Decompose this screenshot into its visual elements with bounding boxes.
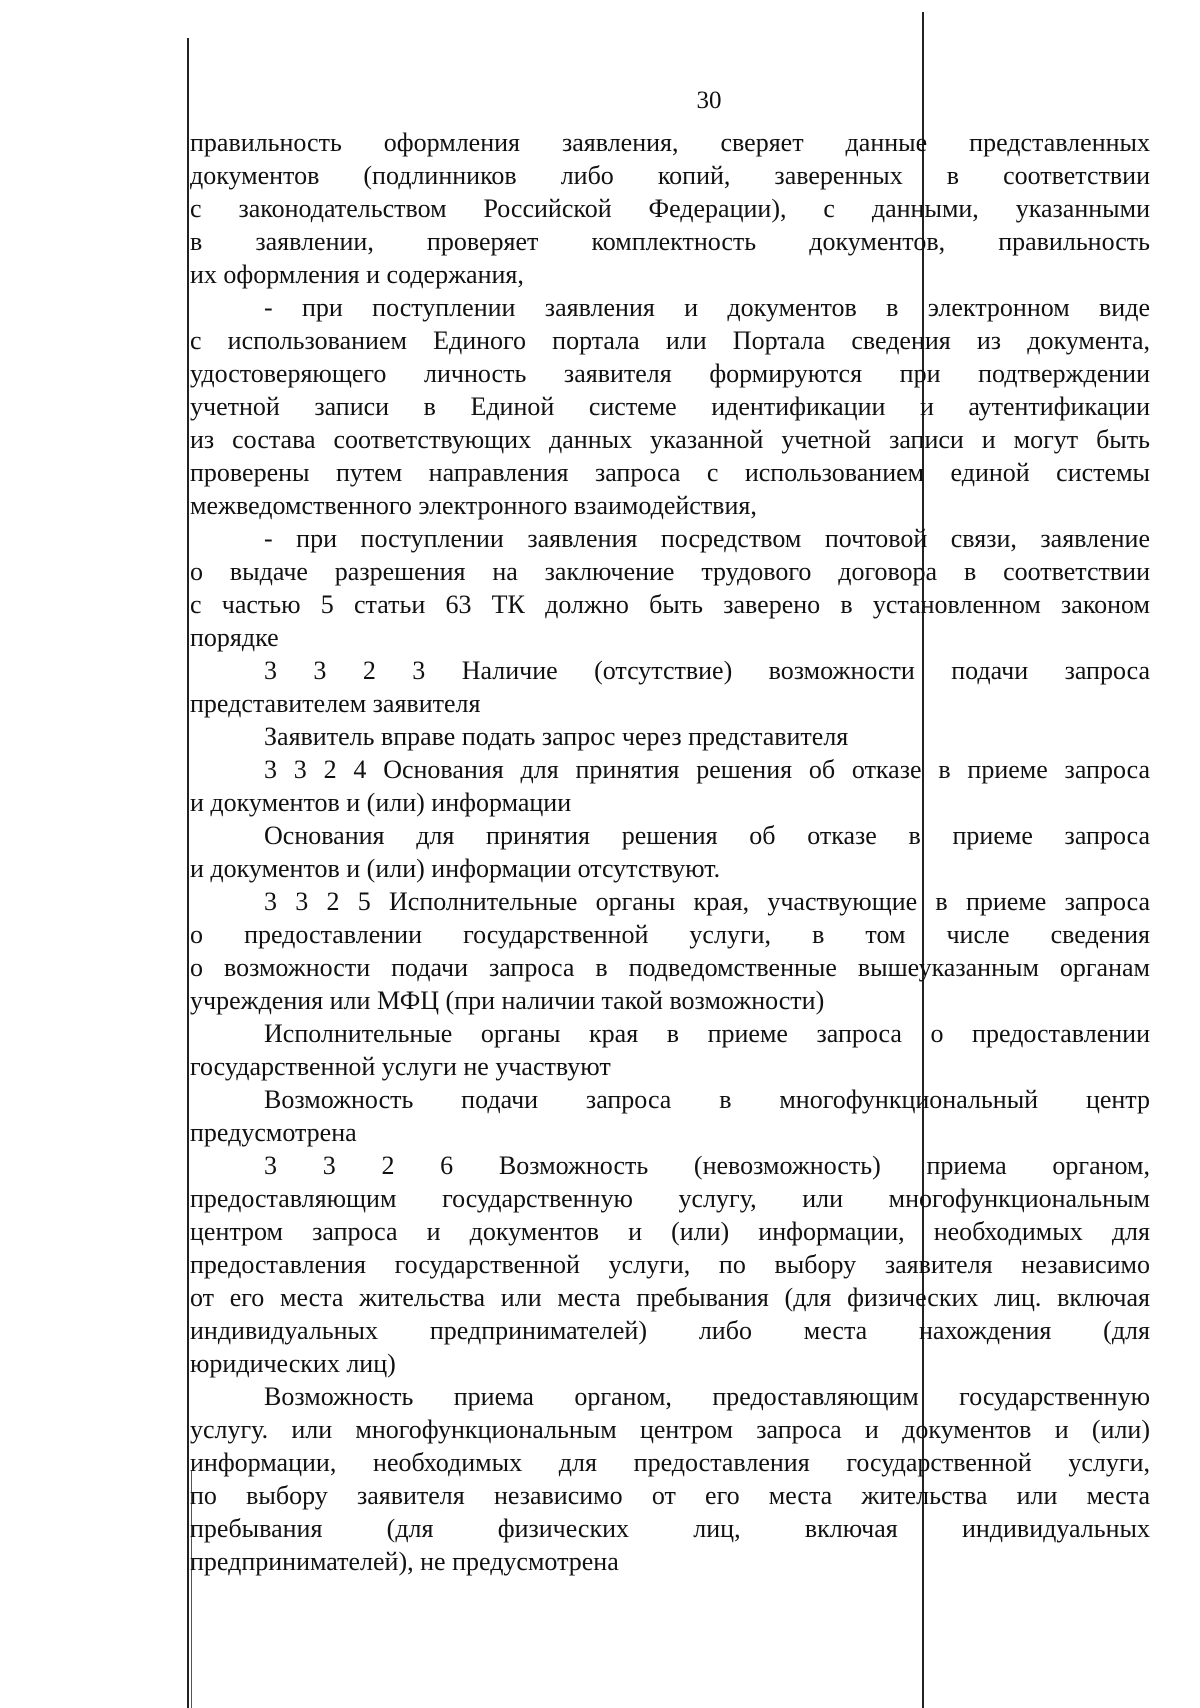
text-line: с законодательством Российской Федерации), с данными, указанными	[190, 194, 1150, 223]
text-line: и документов и (или) информации	[190, 788, 572, 817]
text-line: - при поступлении заявления и документов в электронном виде	[264, 293, 1150, 322]
text-line: проверены путем направления запроса с использованием единой системы	[190, 458, 1150, 487]
text-line: межведомственного электронного взаимодействия,	[190, 491, 757, 520]
text-line: юридических лиц)	[190, 1349, 396, 1378]
text-line: Возможность приема органом, предоставляющим государственную	[264, 1382, 1150, 1411]
text-line: Заявитель вправе подать запрос через представителя	[264, 722, 849, 751]
text-line: услугу. или многофункциональным центром запроса и документов и (или)	[190, 1415, 1150, 1444]
text-line: Основания для принятия решения об отказе в приеме запроса	[264, 821, 1150, 850]
text-line: в заявлении, проверяет комплектность документов, правильность	[190, 227, 1150, 256]
text-line: их оформления и содержания,	[190, 260, 524, 289]
text-line: 3 3 2 5 Исполнительные органы края, участвующие в приеме запроса	[264, 887, 1150, 916]
text-line: информации, необходимых для предоставления государственной услуги,	[190, 1448, 1150, 1477]
page-number: 30	[696, 87, 722, 114]
text-line: 3 3 2 6 Возможность (невозможность) приема органом,	[264, 1151, 1150, 1180]
text-line: из состава соответствующих данных указанной учетной записи и могут быть	[190, 425, 1150, 454]
text-line: Исполнительные органы края в приеме запроса о предоставлении	[264, 1019, 1150, 1048]
text-line: учреждения или МФЦ (при наличии такой возможности)	[190, 986, 825, 1015]
text-line: предоставляющим государственную услугу, или многофункциональным	[190, 1184, 1150, 1213]
text-line: предпринимателей), не предусмотрена	[190, 1547, 619, 1576]
text-line: государственной услуги не участвуют	[190, 1052, 611, 1081]
text-line: от его места жительства или места пребывания (для физических лиц. включая	[190, 1283, 1150, 1312]
scan-edge-left	[187, 38, 189, 1708]
text-line: порядке	[190, 623, 279, 652]
text-line: о возможности подачи запроса в подведомственные вышеуказанным органам	[190, 953, 1150, 982]
text-line: о предоставлении государственной услуги, в том числе сведения	[190, 920, 1150, 949]
text-line: предусмотрена	[190, 1118, 357, 1147]
text-line: центром запроса и документов и (или) информации, необходимых для	[190, 1217, 1150, 1246]
text-line: документов (подлинников либо копий, заверенных в соответствии	[190, 161, 1150, 190]
text-line: с использованием Единого портала или Портала сведения из документа,	[190, 326, 1150, 355]
text-line: предоставления государственной услуги, по выбору заявителя независимо	[190, 1250, 1150, 1279]
text-line: - при поступлении заявления посредством почтовой связи, заявление	[264, 524, 1150, 553]
text-line: Возможность подачи запроса в многофункциональный центр	[264, 1085, 1150, 1114]
text-line: индивидуальных предпринимателей) либо места нахождения (для	[190, 1316, 1150, 1345]
text-line: правильность оформления заявления, сверяет данные представленных	[190, 128, 1150, 157]
text-line: по выбору заявителя независимо от его места жительства или места	[190, 1481, 1150, 1510]
document-body	[190, 126, 1150, 1578]
text-line: и документов и (или) информации отсутствуют.	[190, 854, 721, 883]
text-line: учетной записи в Единой системе идентификации и аутентификации	[190, 392, 1150, 421]
text-line: с частью 5 статьи 63 ТК должно быть заверено в установленном законом	[190, 590, 1150, 619]
text-line: удостоверяющего личность заявителя формируются при подтверждении	[190, 359, 1150, 388]
text-line: о выдаче разрешения на заключение трудового договора в соответствии	[190, 557, 1150, 586]
text-line: 3 3 2 3 Наличие (отсутствие) возможности подачи запроса	[264, 656, 1150, 685]
text-line: 3 3 2 4 Основания для принятия решения об отказе в приеме запроса	[264, 755, 1150, 784]
text-line: пребывания (для физических лиц, включая индивидуальных	[190, 1514, 1150, 1543]
text-line: представителем заявителя	[190, 689, 481, 718]
